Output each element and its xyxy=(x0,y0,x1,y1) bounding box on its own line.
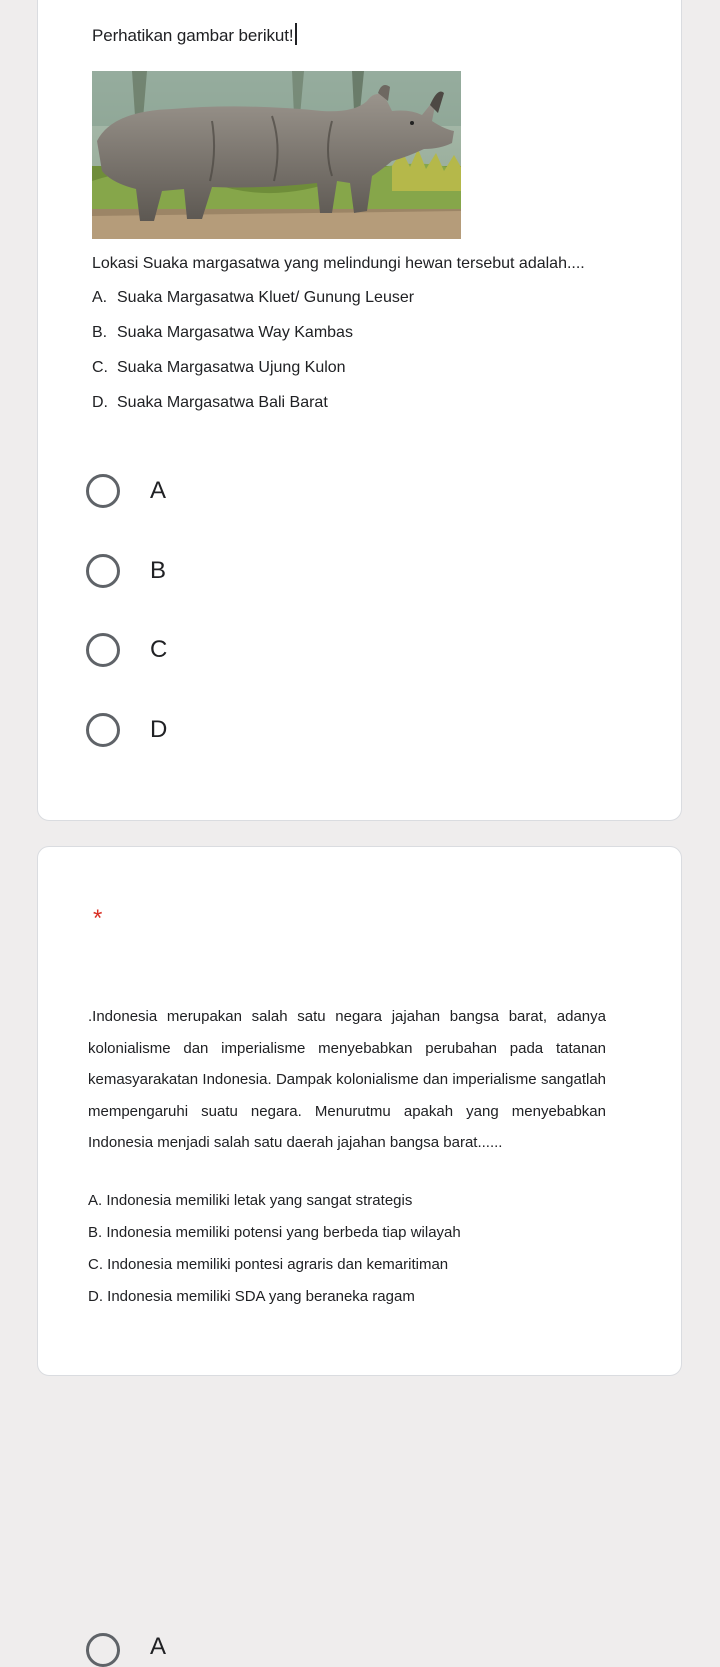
question-card-1 xyxy=(37,0,682,821)
option-text-b: B. Suaka Margasatwa Way Kambas xyxy=(92,324,353,341)
radio-button[interactable] xyxy=(86,633,120,667)
option-text-b: B. Indonesia memiliki potensi yang berbeda tiap wilayah xyxy=(88,1224,461,1241)
choice-b[interactable] xyxy=(86,549,166,593)
option-text-a: A. Indonesia memiliki letak yang sangat strategis xyxy=(88,1192,413,1209)
rhinoceros-photo xyxy=(92,71,461,239)
choice-label: C xyxy=(150,636,168,663)
radio-button[interactable] xyxy=(86,474,120,508)
radio-button[interactable] xyxy=(86,713,120,747)
question-title: Perhatikan gambar berikut! xyxy=(92,23,297,46)
choice-label: D xyxy=(150,716,168,743)
choice-label: B xyxy=(150,557,167,584)
option-text-c: C. Indonesia memiliki pontesi agraris dan kemaritiman xyxy=(88,1256,449,1273)
option-text-a: A. Suaka Margasatwa Kluet/ Gunung Leuser xyxy=(92,289,415,306)
question-text: .Indonesia merupakan salah satu negara jajahan bangsa barat, adanya kolonialisme dan imperialisme menyebabkan perubahan pada tatanan kemasyarakatan Indonesia. Dampak kolonialisme dan imperialisme sangatlah mempengaruhi suatu negara. Menurutmu apakah yang menyebabkan Indonesia menjadi salah satu daerah jajahan bangsa barat...... xyxy=(88,1008,606,1151)
question-text: Lokasi Suaka margasatwa yang melindungi hewan tersebut adalah.... xyxy=(92,255,585,272)
option-text-d: D. Indonesia memiliki SDA yang beraneka ragam xyxy=(88,1288,415,1305)
required-indicator: * xyxy=(93,905,103,932)
option-text-c: C. Suaka Margasatwa Ujung Kulon xyxy=(92,359,346,376)
option-text-d: D. Suaka Margasatwa Bali Barat xyxy=(92,394,328,411)
choice-label: A xyxy=(150,477,167,504)
radio-button[interactable] xyxy=(86,1633,120,1667)
choice-d[interactable] xyxy=(86,708,167,752)
radio-button[interactable] xyxy=(86,554,120,588)
choice-a[interactable] xyxy=(86,469,166,513)
choice-c[interactable] xyxy=(86,628,167,672)
choice-label: A xyxy=(150,1633,167,1660)
question-card-2 xyxy=(37,846,682,1660)
text-cursor xyxy=(295,23,297,45)
